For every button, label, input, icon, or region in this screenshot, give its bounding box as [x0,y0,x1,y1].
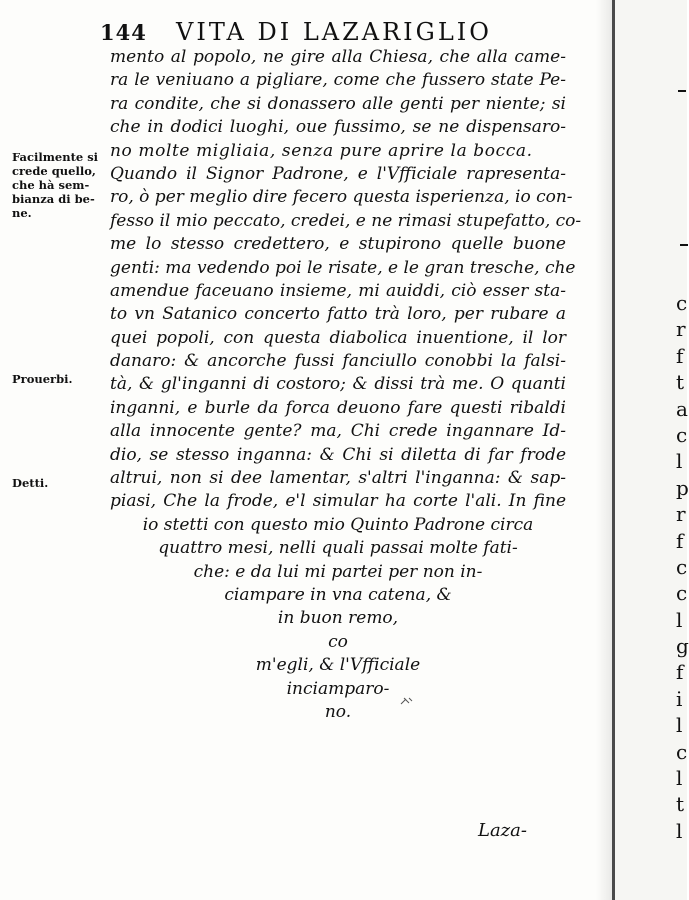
text-line: dio, se stesso inganna: & Chi si diletta di far frode [110,444,566,465]
text-line: Quando il Signor Padrone, e l'Vfficiale rapresenta- [110,163,566,184]
margin-note-line: crede quello, [12,164,96,178]
page-number: 144 [100,20,147,45]
text-line: ro, ò per meglio dire fecero questa isperienza, io con- [110,187,573,208]
text-line: ra le veniuano a pigliare, come che fussero state Pe- [110,70,566,91]
text-line: no. [324,701,352,722]
adjacent-page-letter: f [676,528,684,553]
adjacent-page-letter: f [676,343,684,368]
adjacent-page-mark [678,90,686,92]
text-line: co [328,631,348,652]
text-line: quattro mesi, nelli quali passai molte fati- [158,538,518,559]
adjacent-page-letter: c [676,739,688,764]
ink-speck [400,696,414,706]
margin-note-line: bianza di be- [12,192,95,206]
running-title: VITA DI LAZARIGLIO [176,18,492,46]
margin-note-line: Prouerbi. [12,372,73,386]
adjacent-page-letter: a [676,396,688,421]
text-line: ciampare in vna catena, & [224,584,452,605]
margin-note-line: ne. [12,206,32,220]
adjacent-page-letter: l [676,766,683,791]
text-line: genti: ma vedendo poi le risate, e le gran tresche, che [110,257,576,278]
text-line: inganni, e burle da forca deuono fare questi ribaldi [110,397,566,418]
adjacent-page-letter: l [676,607,683,632]
text-line: quei popoli, con questa diabolica inuentione, il lor [110,327,566,348]
adjacent-page-letter: c [676,291,688,315]
adjacent-page-letter: p [676,475,689,500]
text-line: amendue faceuano insieme, mi auiddi, ciò esser sta- [110,280,566,301]
text-line: fesso il mio peccato, credei, e ne rimasi stupefatto, co- [110,210,582,231]
gutter-shadow [596,0,612,900]
adjacent-page-letter: f [676,660,684,685]
catchword: Laza- [478,820,527,841]
text-line: piasi, Che la frode, e'l simular ha corte l'ali. In fine [110,491,566,512]
margin-note-line: Detti. [12,476,49,490]
adjacent-page-letter: l [676,449,683,474]
body-text [110,46,582,724]
text-line: altrui, non si dee lamentar, s'altri l'inganna: & sap- [110,468,566,489]
text-line: in buon remo, [277,608,399,629]
text-line: me lo stesso credettero, e stupirono quelle buone [110,234,566,255]
text-line: mento al popolo, ne gire alla Chiesa, che alla came- [110,47,566,67]
adjacent-page-letter: t [676,370,685,395]
adjacent-page-letter: l [676,713,683,738]
text-line: che: e da lui mi partei per non in- [193,561,483,582]
adjacent-page-letter: c [676,554,688,579]
text-line: inciamparo- [286,678,390,699]
adjacent-page-letter: g [676,634,689,659]
margin-note-prouerbi [12,372,108,386]
text-line: m'egli, & l'Vfficiale [255,655,421,676]
adjacent-page-letter: l [676,818,683,843]
text-line: danaro: & ancorche fussi fanciullo conobbi la falsi- [110,351,566,372]
margin-note-line: che hà sem- [12,178,90,192]
adjacent-page-letter: i [676,686,683,711]
text-line: tà, & gl'inganni di costoro; & dissi trà me. O quanti [110,374,566,395]
adjacent-page-mark [680,244,688,246]
text-line: alla innocente gente? ma, Chi crede ingannare Id- [110,421,566,442]
margin-note-facilmente [12,150,108,220]
text-line: che in dodici luoghi, oue fussimo, se ne dispensaro- [110,117,566,138]
adjacent-page-letter: t [676,792,685,817]
text-line: to vn Satanico concerto fatto trà loro, per rubare a [110,304,566,325]
margin-note-line: Facilmente si [12,150,99,164]
page-gutter [612,0,615,900]
adjacent-page-letter: r [676,317,686,342]
adjacent-page-letter: c [676,581,688,606]
adjacent-page-letter: r [676,502,686,527]
adjacent-page-letters [676,290,688,844]
adjacent-page-letter: c [676,422,688,447]
text-line: ra condite, che si donassero alle genti per niente; si [110,93,566,114]
text-line: no molte migliaia, senza pure aprire la bocca. [110,140,533,161]
margin-note-detti [12,476,108,490]
text-line: io stetti con questo mio Quinto Padrone circa [142,514,534,535]
